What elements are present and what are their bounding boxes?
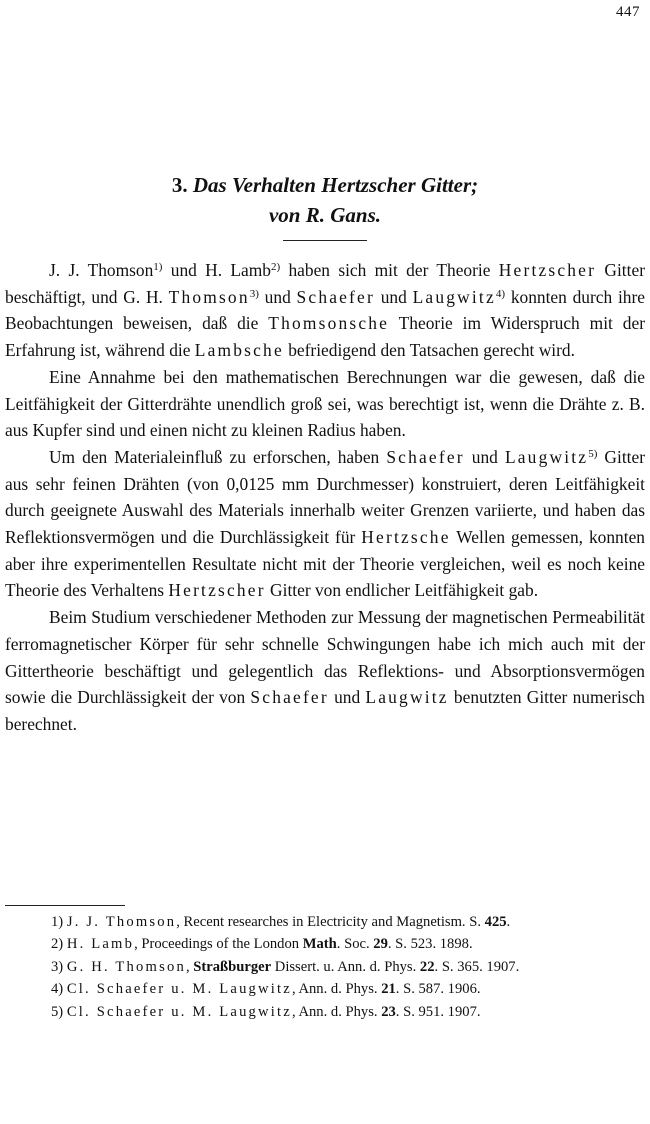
spaced-name: Thomson (168, 286, 250, 307)
title-divider (283, 240, 367, 241)
text-run: . S. 365. 1907. (434, 958, 520, 975)
text-run: und (258, 286, 297, 307)
paragraph-2: Eine Annahme bei den mathematischen Berechnungen war die gewesen, daß die Leitfähigkeit der Gitterdrähte unendlich groß sei, was berechtigt ist, wenn die Drähte z. B. aus Kupfer sind und einen nicht zu kleinen Radius haben. (5, 366, 645, 441)
text-run: , Ann. d. Phys. (291, 981, 382, 998)
text-run: benutzten Gitter numerisch berechnet. (5, 687, 646, 734)
footnote-4 (5, 978, 645, 1000)
text-run: befriedigend den Tatsachen gerecht wird. (283, 340, 575, 361)
paragraph-4 (5, 604, 645, 738)
title-line (0, 170, 650, 200)
article-title (0, 170, 650, 230)
footnote-ref-3: 3) (249, 287, 259, 300)
footnote-mark: 1) (51, 914, 64, 930)
spaced-name: Laugwitz (504, 446, 589, 467)
volume-number: 29 (373, 936, 388, 953)
text-run: und (464, 446, 505, 467)
text-run: . Soc. (336, 936, 374, 953)
text-run: Gitter von endlicher Leitfähigkeit gab. (265, 580, 539, 601)
footnote-1 (5, 911, 645, 933)
footnote-ref-1: 1) (153, 261, 163, 273)
volume-number: 22 (419, 958, 435, 975)
text-run: , Ann. d. Phys. (291, 1003, 382, 1020)
spaced-name: Hertzscher (168, 580, 266, 601)
spaced-name: Laugwitz (365, 687, 449, 708)
text-run: J. J. Thomson (49, 260, 154, 280)
text-run: und (328, 687, 366, 708)
footnote-3 (5, 956, 645, 978)
footnote-author: H. Lamb (66, 936, 135, 953)
footnotes (5, 911, 645, 1023)
footnote-author: Cl. Schaefer u. M. Laugwitz (66, 981, 292, 998)
text-run: Gitter aus sehr feinen Drähten (von 0,0125 mm Durchmesser) konstruiert, deren Leitfähigkeit durch geeignete Auswahl des Materials innerhalb weiter Grenzen variierte, und haben das Reflektionsvermögen und die Durchlässigkeit für (5, 446, 646, 548)
text-run: Theorie im Widerspruch mit der Erfahrung ist, während die (5, 313, 645, 361)
text-run: und H. Lamb (162, 260, 271, 280)
volume-number: 23 (381, 1003, 396, 1020)
footnote-author: G. H. Thomson (66, 958, 186, 975)
footnote-mark: 3) (51, 958, 64, 975)
author-line: von R. Gans. (268, 203, 382, 227)
text-run: , (185, 958, 194, 975)
paragraph-1 (5, 257, 645, 364)
spaced-name: Schaefer (296, 286, 375, 307)
spaced-name: Thomsonsche (268, 313, 390, 334)
volume-number: 21 (381, 981, 396, 998)
footnote-ref-2: 2) (270, 261, 281, 273)
text-run: und (374, 286, 413, 307)
text-run: Dissert. u. Ann. d. Phys. (271, 958, 420, 975)
body-text (5, 257, 645, 738)
text-run: Beim Studium verschiedener Methoden zur Messung der magnetischen Permeabilität ferromagnetischer Körper für sehr schnelle Schwingungen habe ich mich auch mit der Gittertheorie beschäftigt und gelegentlich das Reflektions- und Absorptionsvermögen sowie die Durchlässigkeit der von (5, 607, 645, 708)
text-run: . S. 523. 1898. (387, 936, 473, 953)
volume-number: 425 (484, 914, 507, 930)
footnote-ref-5: 5) (588, 447, 598, 460)
text-run: , Recent researches in Electricity and Magnetism. S. (176, 914, 485, 930)
page-number: 447 (616, 4, 640, 20)
footnote-ref-4: 4) (495, 287, 506, 300)
text-run: . S. 587. 1906. (395, 981, 481, 998)
text-run: konnten durch ihre Beobachtungen beweisen, daß die (5, 286, 646, 334)
section-number: 3. (171, 173, 188, 197)
title-main: Das Verhalten Hertzscher Gitter; (192, 173, 479, 197)
spaced-name: Schaefer (386, 446, 465, 467)
spaced-name: Hertzscher (498, 260, 597, 280)
footnote-author: Cl. Schaefer u. M. Laugwitz (66, 1003, 292, 1020)
bold-text: Math (302, 936, 337, 953)
spaced-name: Lambsche (194, 340, 284, 361)
bold-text: Straßburger (193, 958, 272, 975)
text-run: Wellen gemessen, konnten aber ihre experimentellen Resultate nicht mit der Theorie vergleichen, weil es noch keine Theorie des Verhaltens (5, 527, 646, 601)
footnote-mark: 2) (51, 936, 64, 953)
spaced-name: Hertzsche (361, 527, 451, 548)
paragraph-3 (5, 444, 645, 604)
text-run: Gitter beschäftigt, und G. H. (5, 260, 645, 307)
footnote-2 (5, 933, 645, 955)
text-run: . S. 951. 1907. (395, 1003, 481, 1020)
text-run: . (506, 914, 511, 930)
footnote-divider (5, 905, 125, 906)
footnote-mark: 4) (51, 981, 64, 998)
spaced-name: Schaefer (250, 687, 329, 708)
footnote-mark: 5) (51, 1003, 64, 1020)
text-run: haben sich mit der Theorie (280, 260, 499, 280)
spaced-name: Laugwitz (412, 286, 496, 307)
text-run: Um den Materialeinfluß zu erforschen, haben (49, 446, 387, 467)
text-run: , Proceedings of the London (134, 936, 303, 953)
footnote-author: J. J. Thomson (66, 914, 177, 930)
footnote-5 (5, 1001, 645, 1023)
